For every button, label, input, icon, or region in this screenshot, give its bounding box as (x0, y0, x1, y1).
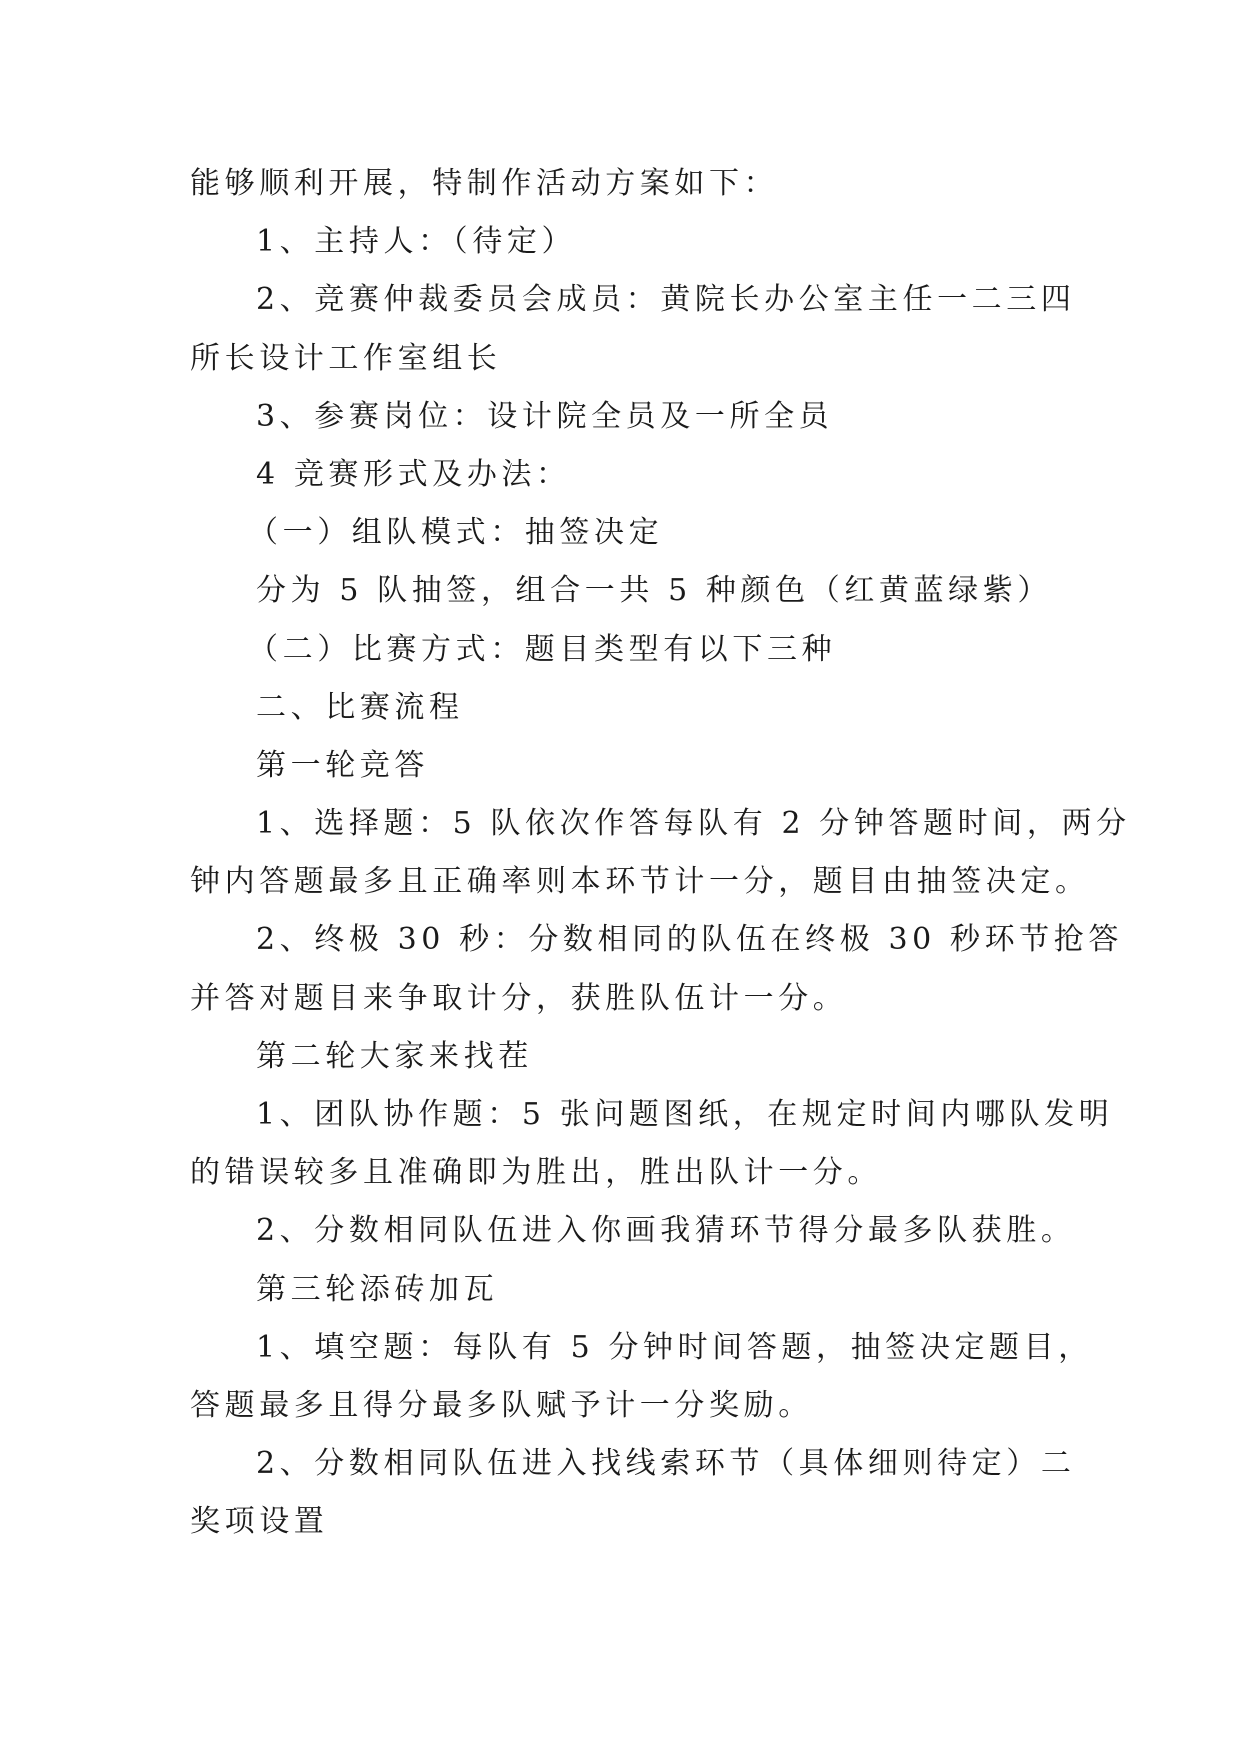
paragraph-line: 2、终极 30 秒：分数相同的队伍在终极 30 秒环节抢答 (256, 922, 1123, 958)
paragraph-line: 1、团队协作题：5 张问题图纸，在规定时间内哪队发明 (256, 1097, 1114, 1132)
round-heading: 第三轮添砖加瓦 (256, 1271, 499, 1307)
document-body (190, 155, 1131, 1552)
section-heading: 二、比赛流程 (256, 689, 464, 725)
paragraph-line: 所长设计工作室组长 (190, 340, 502, 376)
paragraph-line: 1、主持人：（待定） (256, 224, 577, 260)
paragraph-line: 1、选择题：5 队依次作答每队有 2 分钟答题时间，两分 (256, 806, 1131, 842)
round-heading: 第一轮竞答 (256, 747, 429, 783)
paragraph-line: 并答对题目来争取计分，获胜队伍计一分。 (190, 980, 848, 1016)
paragraph-line: 2、分数相同队伍进入你画我猜环节得分最多队获胜。 (256, 1213, 1076, 1249)
paragraph-line: 3、参赛岗位：设计院全员及一所全员 (256, 398, 834, 434)
paragraph-line: 答题最多且得分最多队赋予计一分奖励。 (190, 1387, 813, 1423)
paragraph-line: 4 竞赛形式及办法： (256, 456, 571, 492)
paragraph-line: （一）组队模式：抽签决定 (248, 515, 664, 551)
paragraph-line: 1、填空题：每队有 5 分钟时间答题，抽签决定题目， (256, 1329, 1093, 1365)
paragraph-line: 钟内答题最多且正确率则本环节计一分，题目由抽签决定。 (190, 864, 1090, 900)
paragraph-line: 的错误较多且准确即为胜出，胜出队计一分。 (190, 1155, 882, 1191)
round-heading: 第二轮大家来找茬 (256, 1038, 533, 1074)
paragraph-line: 奖项设置 (190, 1504, 329, 1540)
paragraph-line: 能够顺利开展，特制作活动方案如下： (190, 166, 779, 201)
paragraph-line: 2、分数相同队伍进入找线索环节（具体细则待定）二 (256, 1446, 1076, 1482)
paragraph-line: （二）比赛方式：题目类型有以下三种 (248, 631, 837, 667)
paragraph-line: 2、竞赛仲裁委员会成员：黄院长办公室主任一二三四 (256, 282, 1076, 318)
paragraph-line: 分为 5 队抽签，组合一共 5 种颜色（红黄蓝绿紫） (256, 573, 1052, 609)
